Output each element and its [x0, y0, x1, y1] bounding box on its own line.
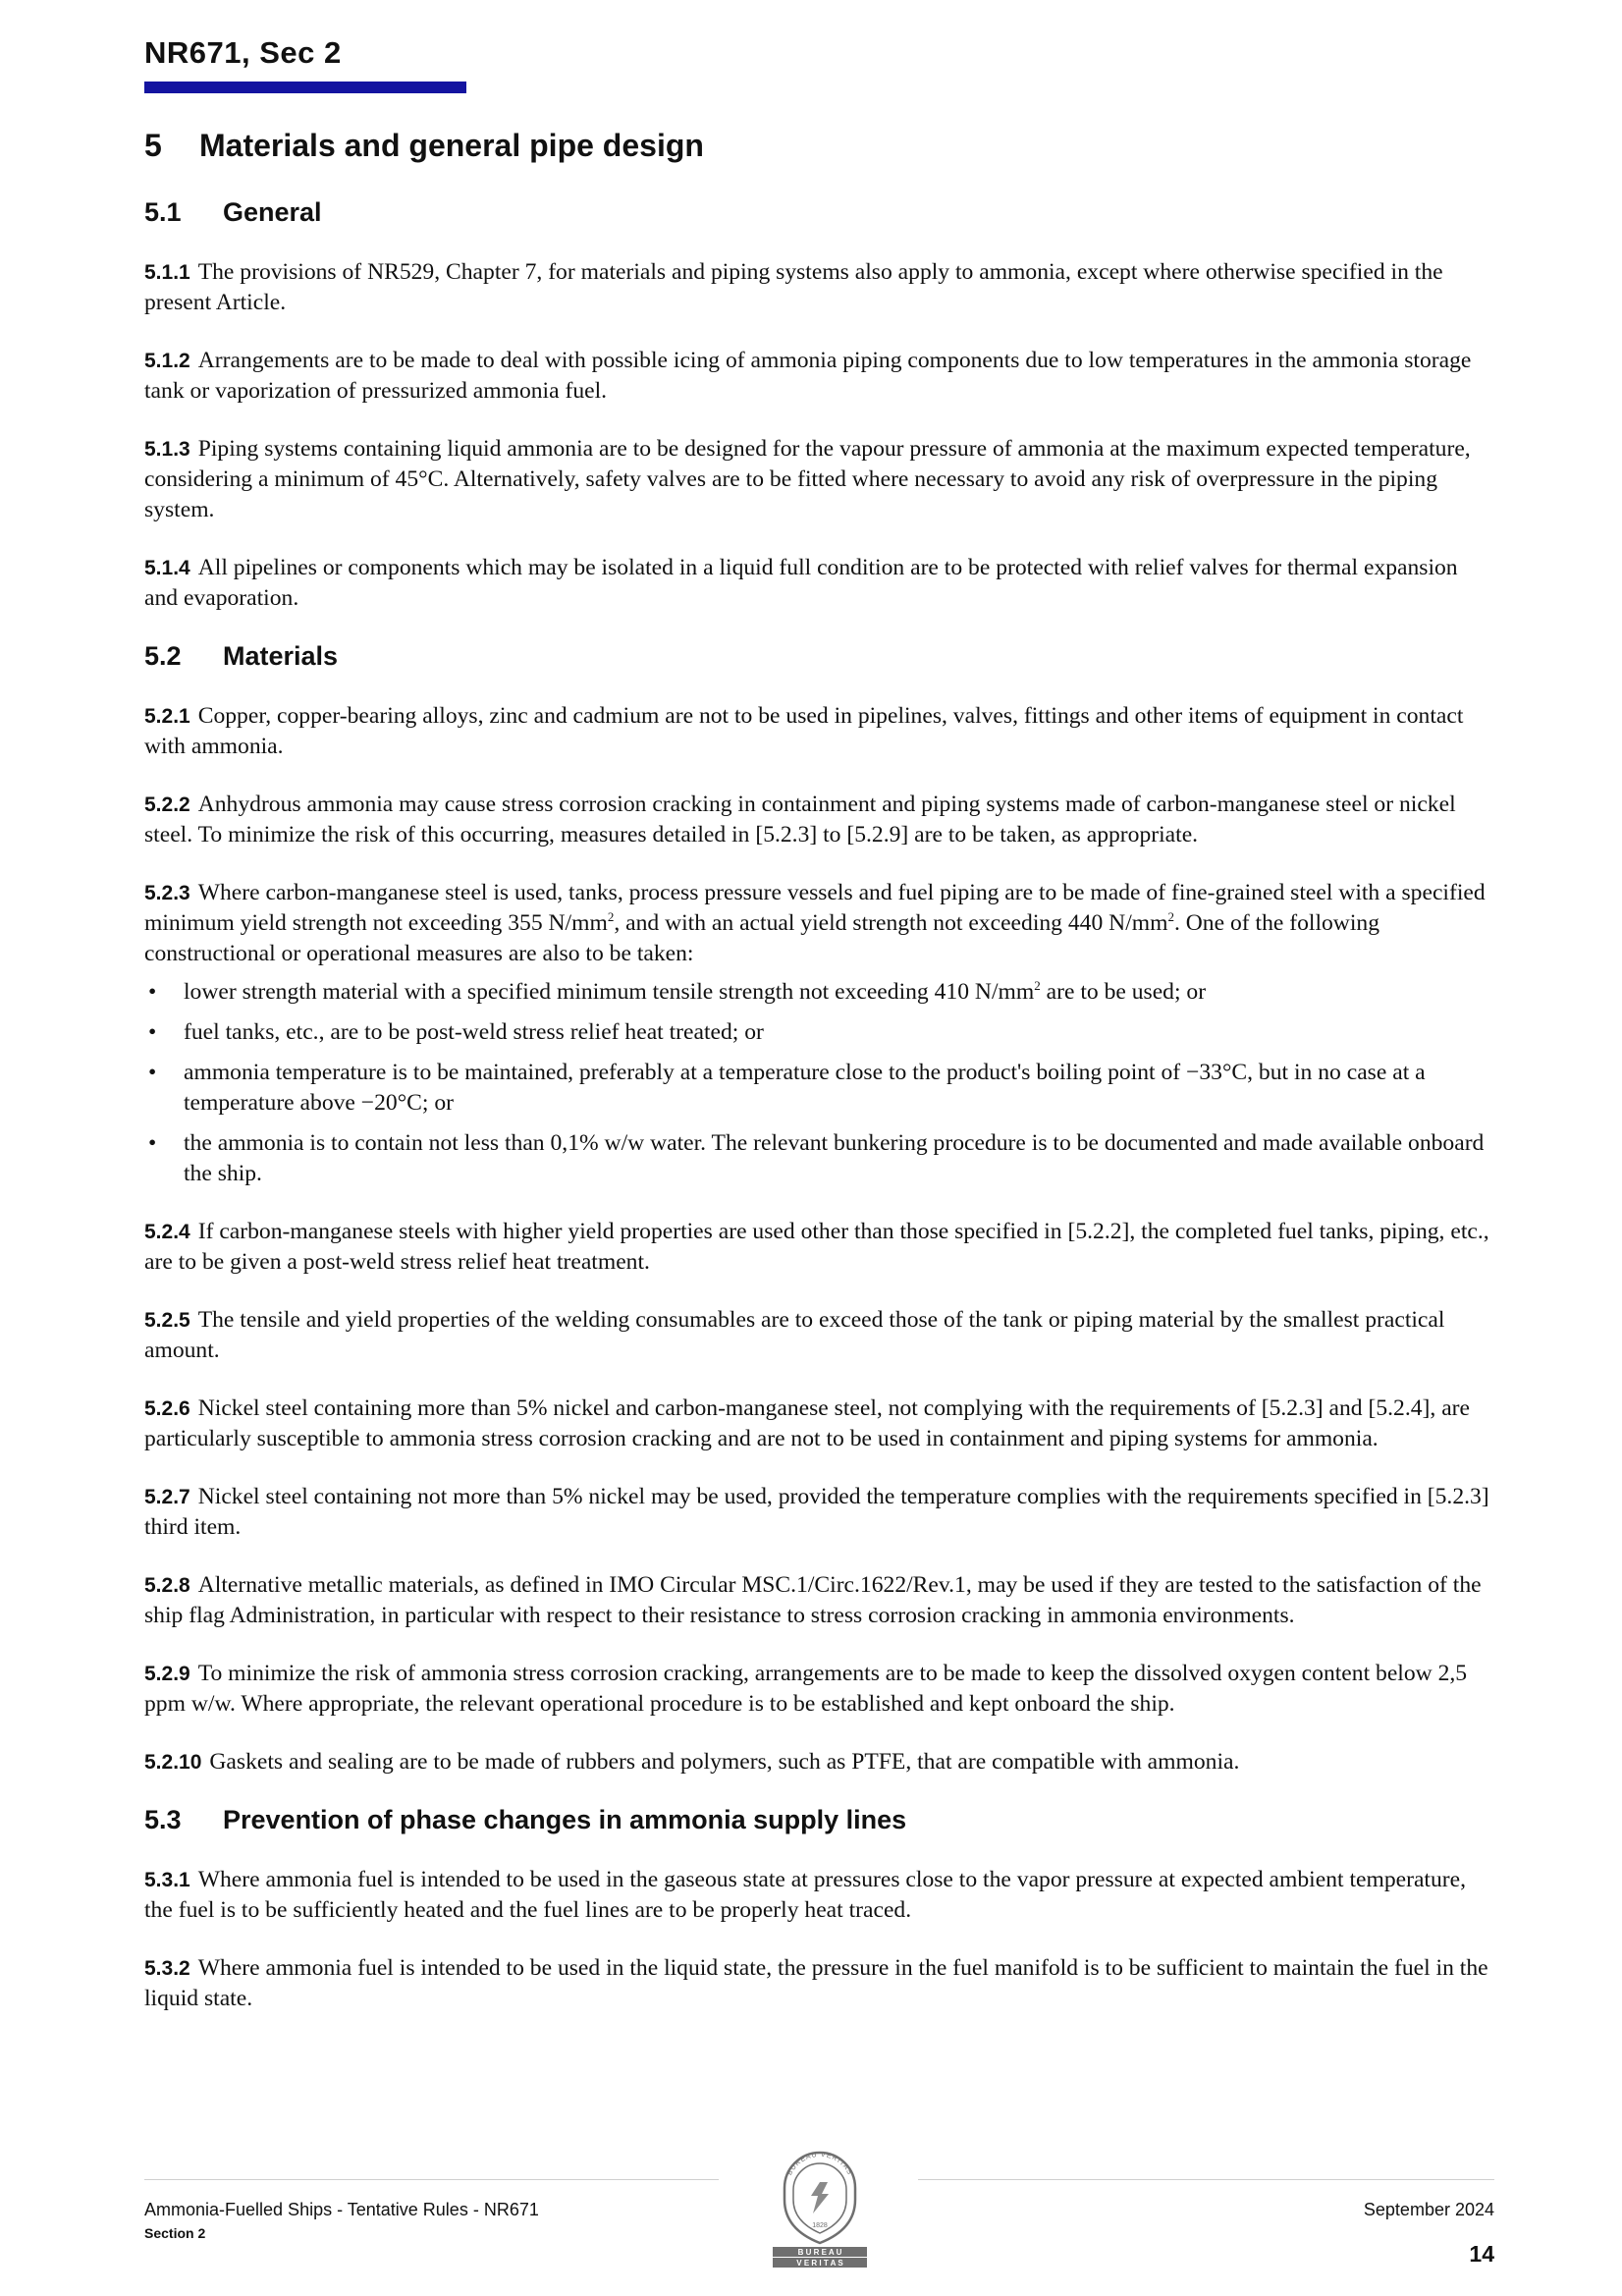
bureau-veritas-logo [772, 2145, 868, 2269]
section-number: 5 [144, 128, 162, 163]
subsection-heading-5-2: 5.2 Materials [144, 641, 339, 671]
paragraph-5-2-3: 5.2.3 Where carbon-manganese steel is used, tanks, process pressure vessels and fuel piping are to be made of fine-grained steel with a specified minimum yield strength not exceeding 355 $N/mm^2$, and with an actual yield strength not exceeding 440 $N/mm^2$. One of the following constructional or operational measures are also to be taken: [144, 880, 1486, 966]
logo-word-bureau: B U R E A U [797, 2248, 842, 2257]
paragraph-5-2-2: 5.2.2 Anhydrous ammonia may cause stress corrosion cracking in containment and piping systems made of carbon-manganese steel or nickel steel. To minimize the risk of this occurring, measures detailed in [5.2.3] to [5.2.9] are to be taken, as appropriate. [144, 792, 1456, 847]
subsection-heading-5-1: 5.1 General [144, 197, 322, 227]
list-item: • fuel tanks, etc., are to be post-weld stress relief heat treated; or [144, 1017, 1494, 1048]
footer-divider-right [918, 2179, 1494, 2180]
measures-list [144, 977, 1494, 1189]
page-content [144, 128, 1494, 2042]
section-heading [144, 128, 1494, 164]
list-item: • lower strength material with a specified minimum tensile strength not exceeding 410 $N/mm^2$ are to be used; or [144, 977, 1494, 1008]
paragraph-5-1-1: 5.1.1 The provisions of NR529, Chapter 7, for materials and piping systems also apply to ammonia, except where otherwise specified in the present Article. [144, 259, 1443, 315]
paragraph-5-1-3: 5.1.3 Piping systems containing liquid ammonia are to be designed for the vapour pressure of ammonia at the maximum expected temperature, considering a minimum of 45°C. Alternatively, safety valves are to be fitted where necessary to avoid any risk of overpressure in the piping system. [144, 436, 1471, 522]
paragraph-5-2-5: 5.2.5 The tensile and yield properties of the welding consumables are to exceed those of the tank or piping material by the smallest practical amount. [144, 1307, 1445, 1363]
section-title: Materials and general pipe design [199, 128, 704, 163]
paragraph-5-2-10: 5.2.10 Gaskets and sealing are to be made of rubbers and polymers, such as PTFE, that are compatible with ammonia. [144, 1749, 1240, 1775]
paragraph-5-2-4: 5.2.4 If carbon-manganese steels with higher yield properties are used other than those specified in [5.2.2], the completed fuel tanks, piping, etc., are to be given a post-weld stress relief heat treatment. [144, 1219, 1489, 1275]
paragraph-5-2-1: 5.2.1 Copper, copper-bearing alloys, zinc and cadmium are not to be used in pipelines, valves, fittings and other items of equipment in contact with ammonia. [144, 703, 1464, 759]
page-number: 14 [1469, 2241, 1494, 2267]
paragraph-5-2-6: 5.2.6 Nickel steel containing more than 5% nickel and carbon-manganese steel, not complying with the requirements of [5.2.3] and [5.2.4], are particularly susceptible to ammonia stress corrosion cracking and are not to be used in containment and piping systems for ammonia. [144, 1395, 1470, 1451]
logo-emblem-icon [811, 2182, 829, 2214]
paragraph-5-2-7: 5.2.7 Nickel steel containing not more than 5% nickel may be used, provided the temperature complies with the requirements specified in [5.2.3] third item. [144, 1484, 1489, 1540]
list-item: • the ammonia is to contain not less than 0,1% w/w water. The relevant bunkering procedure is to be documented and made available onboard the ship. [144, 1128, 1494, 1189]
footer-divider-left [144, 2179, 719, 2180]
subsection-heading-5-3: 5.3 Prevention of phase changes in ammonia supply lines [144, 1805, 907, 1834]
paragraph-5-1-4: 5.1.4 All pipelines or components which may be isolated in a liquid full condition are to be protected with relief valves for thermal expansion and evaporation. [144, 555, 1458, 611]
logo-word-veritas: V E R I T A S [796, 2259, 843, 2268]
paragraph-5-3-1: 5.3.1 Where ammonia fuel is intended to be used in the gaseous state at pressures close to the vapor pressure at expected ambient temperature, the fuel is to be sufficiently heated and the fuel lines are to be properly heat traced. [144, 1867, 1467, 1923]
paragraph-5-3-2: 5.3.2 Where ammonia fuel is intended to be used in the liquid state, the pressure in the fuel manifold is to be sufficient to maintain the fuel in the liquid state. [144, 1955, 1488, 2011]
footer-section-label: Section 2 [144, 2225, 206, 2241]
paragraph-5-2-8: 5.2.8 Alternative metallic materials, as defined in IMO Circular MSC.1/Circ.1622/Rev.1, may be used if they are tested to the satisfaction of the ship flag Administration, in particular with respect to their resistance to stress corrosion cracking in ammonia environments. [144, 1572, 1482, 1628]
running-header: NR671, Sec 2 [144, 35, 342, 70]
logo-arc-text: BUREAU VERITAS [786, 2151, 853, 2177]
footer-date: September 2024 [1363, 2200, 1494, 2219]
logo-year: 1828 [812, 2222, 828, 2229]
paragraph-5-1-2: 5.1.2 Arrangements are to be made to deal with possible icing of ammonia piping components due to low temperatures in the ammonia storage tank or vaporization of pressurized ammonia fuel. [144, 348, 1472, 404]
paragraph-5-2-9: 5.2.9 To minimize the risk of ammonia stress corrosion cracking, arrangements are to be made to keep the dissolved oxygen content below 2,5 ppm w/w. Where appropriate, the relevant operational procedure is to be established and kept onboard the ship. [144, 1661, 1468, 1717]
footer-document-title: Ammonia-Fuelled Ships - Tentative Rules - NR671 [144, 2200, 539, 2219]
header-accent-bar [144, 82, 466, 93]
list-item: • ammonia temperature is to be maintained, preferably at a temperature close to the product's boiling point of −33°C, but in no case at a temperature above −20°C; or [144, 1058, 1494, 1119]
